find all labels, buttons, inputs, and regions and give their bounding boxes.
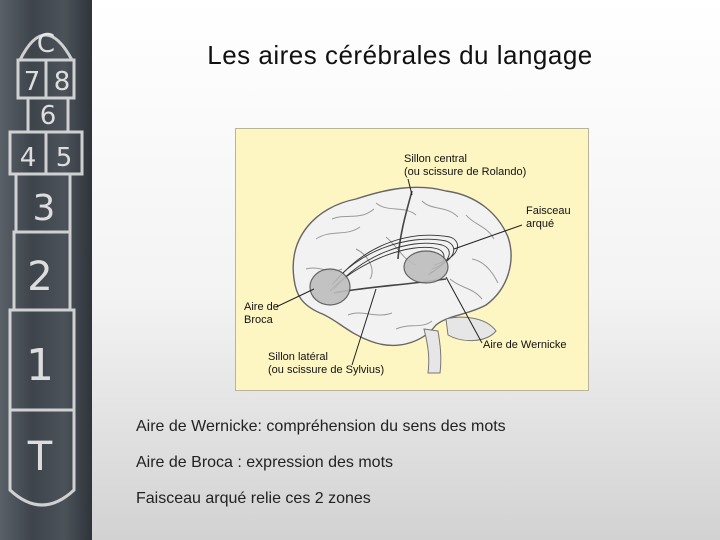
broca-area bbox=[310, 269, 350, 305]
hopscotch-photo bbox=[0, 0, 92, 540]
hopscotch-label-4: 4 bbox=[19, 143, 37, 173]
hopscotch-label-t: T bbox=[27, 434, 53, 480]
label-faisceau-line2: arqué bbox=[526, 218, 555, 230]
hopscotch-label-8: 8 bbox=[53, 67, 71, 97]
brain-figure bbox=[235, 128, 589, 391]
page-title: Les aires cérébrales du langage bbox=[207, 40, 593, 70]
hopscotch-label-3: 3 bbox=[32, 188, 56, 229]
label-sillon-lateral bbox=[268, 351, 384, 377]
label-broca-line1: Aire de bbox=[244, 301, 279, 313]
hopscotch-label-6: 6 bbox=[39, 101, 57, 131]
caption-broca: Aire de Broca : expression des mots bbox=[136, 454, 394, 471]
label-aire-wernicke: Aire de Wernicke bbox=[483, 339, 567, 351]
label-faisceau-line1: Faisceau bbox=[526, 205, 571, 217]
hopscotch-label-7: 7 bbox=[23, 67, 41, 97]
caption-wernicke: Aire de Wernicke: compréhension du sens des mots bbox=[136, 418, 506, 435]
label-sillon-lateral-line2: (ou scissure de Sylvius) bbox=[268, 364, 385, 376]
label-sillon-central-line2: (ou scissure de Rolando) bbox=[404, 166, 527, 178]
caption-faisceau: Faisceau arqué relie ces 2 zones bbox=[136, 490, 371, 507]
label-sillon-central-line1: Sillon central bbox=[404, 153, 467, 165]
hopscotch-label-5: 5 bbox=[55, 143, 73, 173]
wernicke-area bbox=[404, 251, 448, 283]
label-sillon-central bbox=[404, 153, 526, 179]
hopscotch-label-1: 1 bbox=[26, 340, 54, 391]
hopscotch-label-2: 2 bbox=[27, 254, 53, 300]
hopscotch-drawing bbox=[0, 0, 92, 540]
label-sillon-lateral-line1: Sillon latéral bbox=[268, 351, 328, 363]
label-faisceau-arque bbox=[526, 205, 571, 231]
label-aire-broca bbox=[244, 301, 279, 327]
hopscotch-label-c: C bbox=[36, 29, 56, 59]
label-broca-line2: Broca bbox=[244, 314, 273, 326]
